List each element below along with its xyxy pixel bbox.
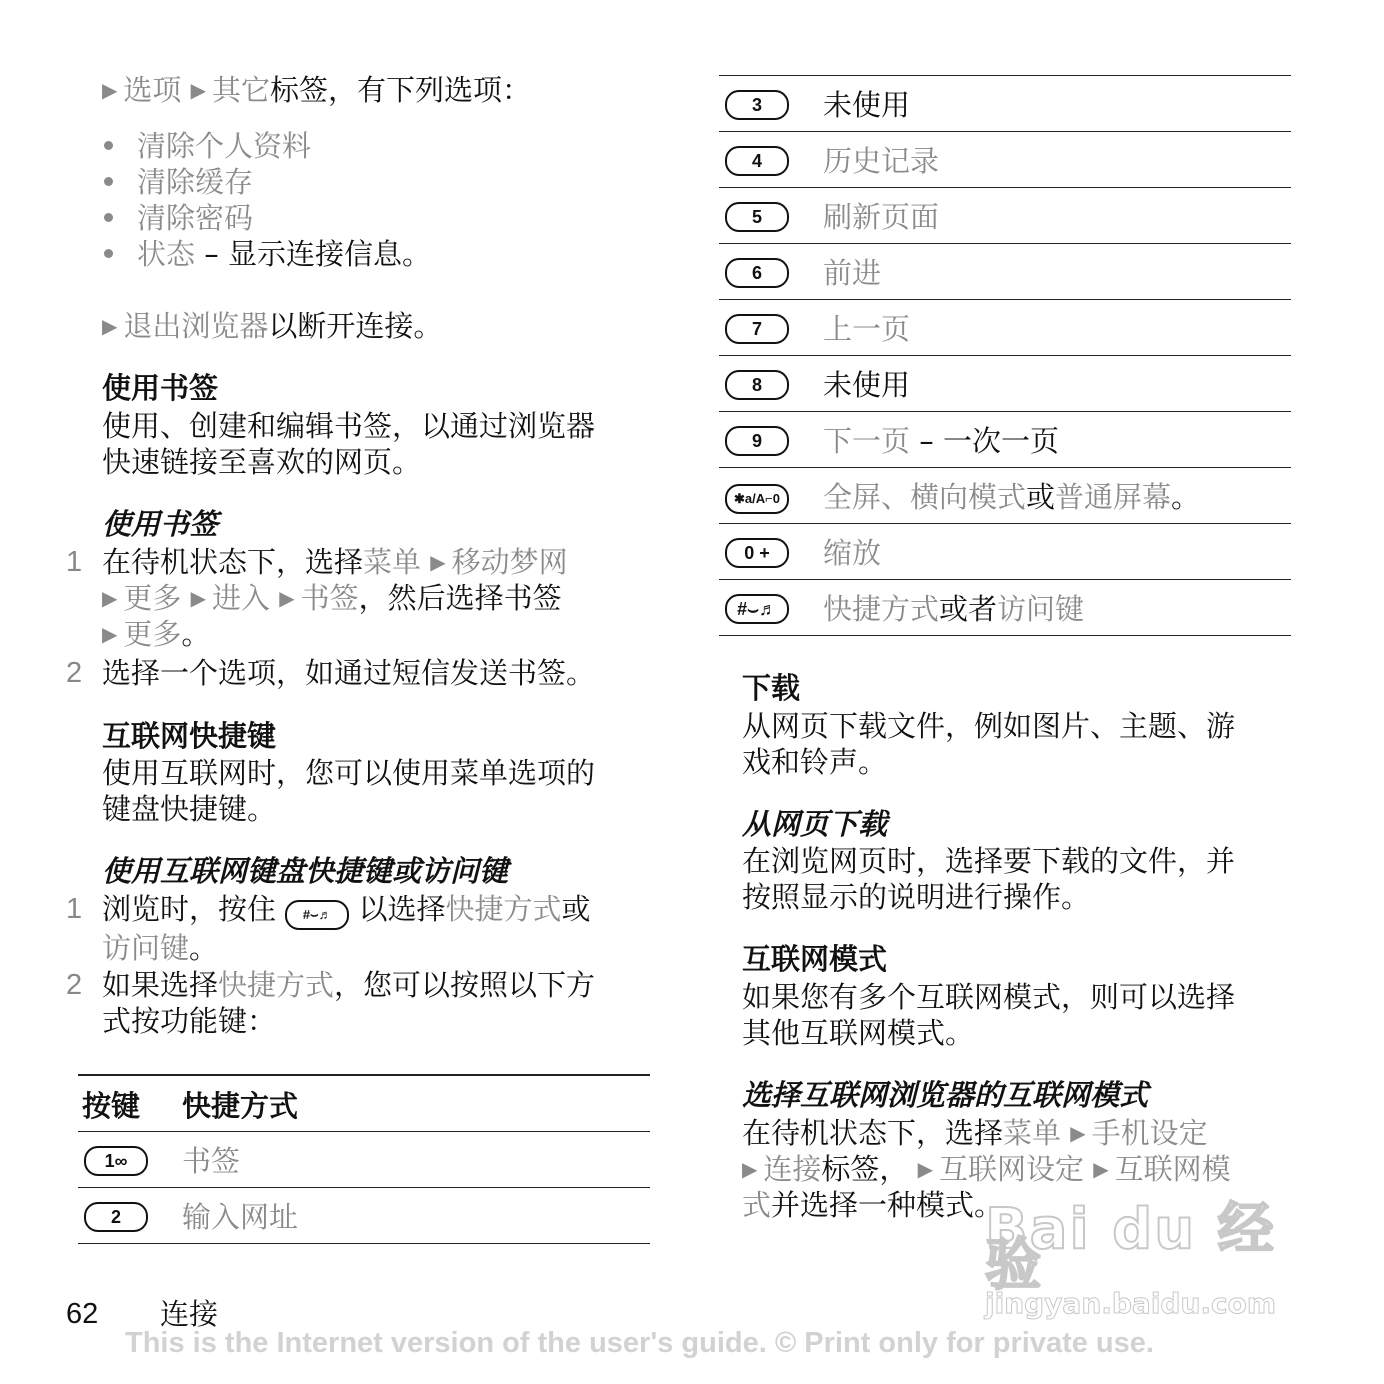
select-mode-body: 在待机状态下，选择菜单 ▶ 手机设定 ▶ 连接标签， ▶ 互联网设定 ▶ 互联网模 式并选择一种模式。 [742,1116,1231,1222]
table-row-divider [719,75,1291,76]
key-icon: ✱a/A⌐0 [725,475,789,514]
table-header-key: 按键 [82,1089,141,1123]
table-row-divider [719,355,1291,356]
hash-key-icon: #⌣♬ [285,900,349,930]
options-line: ▶ 选项 ▶ 其它标签，有下列选项： [102,73,532,107]
table-row-divider [719,187,1291,188]
table-row: 全屏、横向模式或普通屏幕。 [823,480,1201,514]
table-cell-bookmarks: 书签 [182,1144,241,1178]
key-icon: 6 [725,251,789,288]
table-row-divider [719,131,1291,132]
footer-disclaimer: This is the Internet version of the user's guide. © Print only for private use. [125,1327,1154,1359]
shortcuts-step-2: 如果选择快捷方式，您可以按照以下方 式按功能键： [102,968,596,1038]
key-icon: 9 [725,419,789,456]
other-link[interactable]: 其它 [212,73,271,107]
baidu-watermark-logo: Bai du 经验 [985,1197,1276,1298]
table-row-divider [719,523,1291,524]
section-name: 连接 [160,1297,219,1331]
subsection-title-shortcuts: 使用互联网键盘快捷键或访问键 [102,854,509,888]
shortcuts-body: 使用互联网时，您可以使用菜单选项的 键盘快捷键。 [102,756,596,826]
step-number: 1 [66,893,83,925]
list-item: 状态 – 显示连接信息。 [104,236,431,272]
baidu-watermark-url: jingyan.baidu.com [985,1287,1277,1320]
table-row-divider [719,635,1291,636]
section-title-internet-modes: 互联网模式 [742,942,888,976]
table-row: 前进 [823,256,882,290]
key-icon: 5 [725,195,789,232]
table-row-divider [719,411,1291,412]
table-row-divider [719,579,1291,580]
table-row: 未使用 [823,368,911,402]
menu-link[interactable]: 菜单 [363,545,422,579]
key-icon: 3 [725,83,789,120]
list-item: 清除个人资料 [104,128,431,164]
options-link[interactable]: 选项 [123,73,182,107]
subsection-title-download-from-web: 从网页下载 [742,807,888,841]
table-row: 刷新页面 [823,200,940,234]
key-1-icon: 1∞ [84,1139,148,1176]
internet-modes-body: 如果您有多个互联网模式，则可以选择 其他互联网模式。 [742,980,1236,1050]
section-title-download: 下载 [742,671,801,705]
table-row: 缩放 [823,536,882,570]
table-row: 快捷方式或者访问键 [823,592,1085,626]
list-item: 清除缓存 [104,164,431,200]
shortcuts-step-1: 浏览时，按住 #⌣♬ 以选择快捷方式或 访问键。 [102,892,591,965]
exit-line: ▶ 退出浏览器以断开连接。 [102,309,443,343]
table-row-divider [719,467,1291,468]
subsection-title-bookmarks: 使用书签 [102,507,219,541]
list-item: 清除密码 [104,200,431,236]
key-icon: 0 + [725,531,789,568]
step-number: 2 [66,657,83,689]
table-row: 下一页 – 一次一页 [823,424,1059,458]
bookmarks-step-1: 在待机状态下，选择菜单 ▶ 移动梦网 ▶ 更多 ▶ 进入 ▶ 书签，然后选择书签 ▶ 更多。 [102,545,568,651]
exit-browser-link[interactable]: 退出浏览器 [123,309,269,343]
bookmarks-step-2: 选择一个选项，如通过短信发送书签。 [102,656,596,690]
bookmarks-body: 使用、创建和编辑书签，以通过浏览器 快速链接至喜欢的网页。 [102,409,596,479]
table-header-shortcut: 快捷方式 [182,1089,299,1123]
bullet-list [104,128,431,272]
table-row: 上一页 [823,312,911,346]
key-icon: 8 [725,363,789,400]
table-cell-enter-url: 输入网址 [182,1200,299,1234]
table-row-divider [719,243,1291,244]
step-number: 1 [66,546,83,578]
key-2-icon: 2 [84,1195,148,1232]
table-row: 历史记录 [823,144,940,178]
table-row-divider [719,299,1291,300]
table-row: 未使用 [823,88,911,122]
section-title-shortcuts: 互联网快捷键 [102,719,277,753]
download-body: 从网页下载文件，例如图片、主题、游 戏和铃声。 [742,709,1236,779]
download-from-web-body: 在浏览网页时，选择要下载的文件，并 按照显示的说明进行操作。 [742,844,1236,914]
subsection-title-select-mode: 选择互联网浏览器的互联网模式 [742,1078,1149,1112]
step-number: 2 [66,969,83,1001]
key-icon: 4 [725,139,789,176]
page-number: 62 [66,1298,99,1330]
key-icon: 7 [725,307,789,344]
section-title-bookmarks: 使用书签 [102,371,219,405]
key-icon: #⌣♬ [725,587,789,624]
